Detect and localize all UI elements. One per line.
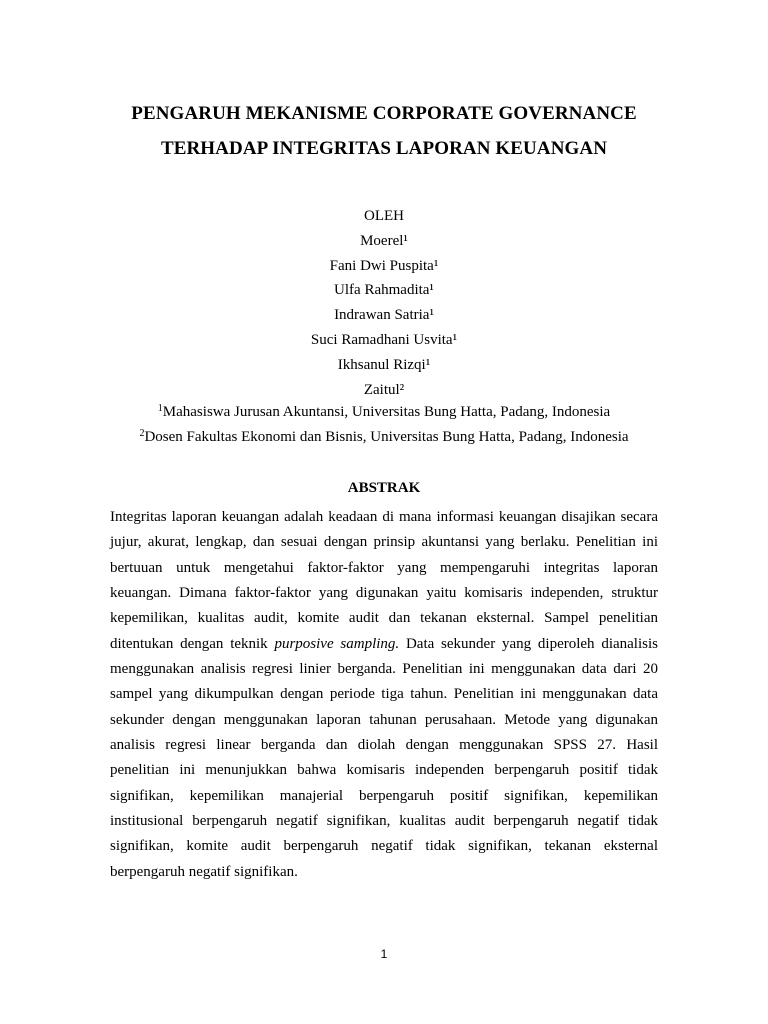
abstract-line: sekunder dengan menggunakan laporan tahunan perusahaan. Metode yang digunakan [110, 711, 658, 728]
affiliation-1 [0, 403, 768, 421]
abstract-line: signifikan, kepemilikan manajerial berpengaruh positif signifikan, kepemilikan [110, 787, 658, 804]
by-label: OLEH [364, 208, 404, 224]
abstract-line: berpengaruh negatif signifikan. [110, 863, 298, 880]
author-name: Zaitul² [363, 381, 405, 398]
affiliation-mark: 1 [157, 403, 163, 414]
abstract-text: Data sekunder yang diperoleh dianalisis [399, 635, 658, 652]
author-name: Suci Ramadhani Usvita¹ [310, 331, 458, 348]
abstract-italic-term: purposive sampling. [274, 635, 400, 652]
abstract-line [110, 632, 658, 657]
abstract-line: institusional berpengaruh negatif signifikan, kualitas audit berpengaruh negatif tidak [110, 813, 658, 830]
abstract-line: Integritas laporan keuangan adalah keadaan di mana informasi keuangan disajikan secara [110, 509, 658, 525]
paper-title-line-2: TERHADAP INTEGRITAS LAPORAN KEUANGAN [160, 138, 608, 159]
affiliation-mark: 2 [139, 428, 145, 439]
author-name: Ikhsanul Rizqi¹ [337, 356, 431, 373]
abstract-line: penelitian ini menunjukkan bahwa komisaris independen berpengaruh positif tidak [110, 762, 658, 779]
author-block [0, 204, 768, 402]
paper-title-line-1: PENGARUH MEKANISME CORPORATE GOVERNANCE [131, 103, 637, 124]
abstract-line: bertuuan untuk mengetahui faktor-faktor yang mempengaruhi integritas laporan [110, 559, 658, 576]
author-name: Moerel¹ [360, 232, 408, 249]
abstract-line: signifikan, komite audit berpengaruh negatif tidak signifikan, tekanan eksternal [110, 838, 658, 855]
abstract-text: ditentukan dengan teknik [110, 635, 275, 652]
abstract-line: kepemilikan, kualitas audit, komite audit dan tekanan eksternal. Sampel penelitian [110, 610, 658, 627]
affiliation-text: Mahasiswa Jurusan Akuntansi, Universitas Bung Hatta, Padang, Indonesia [162, 404, 611, 420]
abstract-line: analisis regresi linear berganda dan diolah dengan menggunakan SPSS 27. Hasil [110, 737, 658, 754]
abstract-line: keuangan. Dimana faktor-faktor yang digunakan yaitu komisaris independen, struktur [110, 585, 658, 602]
author-name: Fani Dwi Puspita¹ [329, 257, 439, 274]
abstract-line: menggunakan analisis regresi linier berganda. Penelitian ini menggunakan data dari 20 [110, 661, 658, 678]
affiliation-text: Dosen Fakultas Ekonomi dan Bisnis, Universitas Bung Hatta, Padang, Indonesia [144, 429, 629, 445]
affiliation-2 [0, 428, 768, 446]
author-name: Ulfa Rahmadita¹ [334, 282, 434, 299]
author-name: Indrawan Satria¹ [334, 307, 434, 324]
page-number: 1 [380, 947, 388, 961]
abstract-line: sampel yang dikumpulkan dengan periode tiga tahun. Penelitian ini menggunakan data [110, 686, 658, 703]
abstract-body [110, 505, 658, 885]
abstract-line: jujur, akurat, lengkap, dan sesuai dengan prinsip akuntansi yang berlaku. Penelitian ini [110, 534, 658, 551]
abstract-heading: ABSTRAK [347, 480, 421, 496]
